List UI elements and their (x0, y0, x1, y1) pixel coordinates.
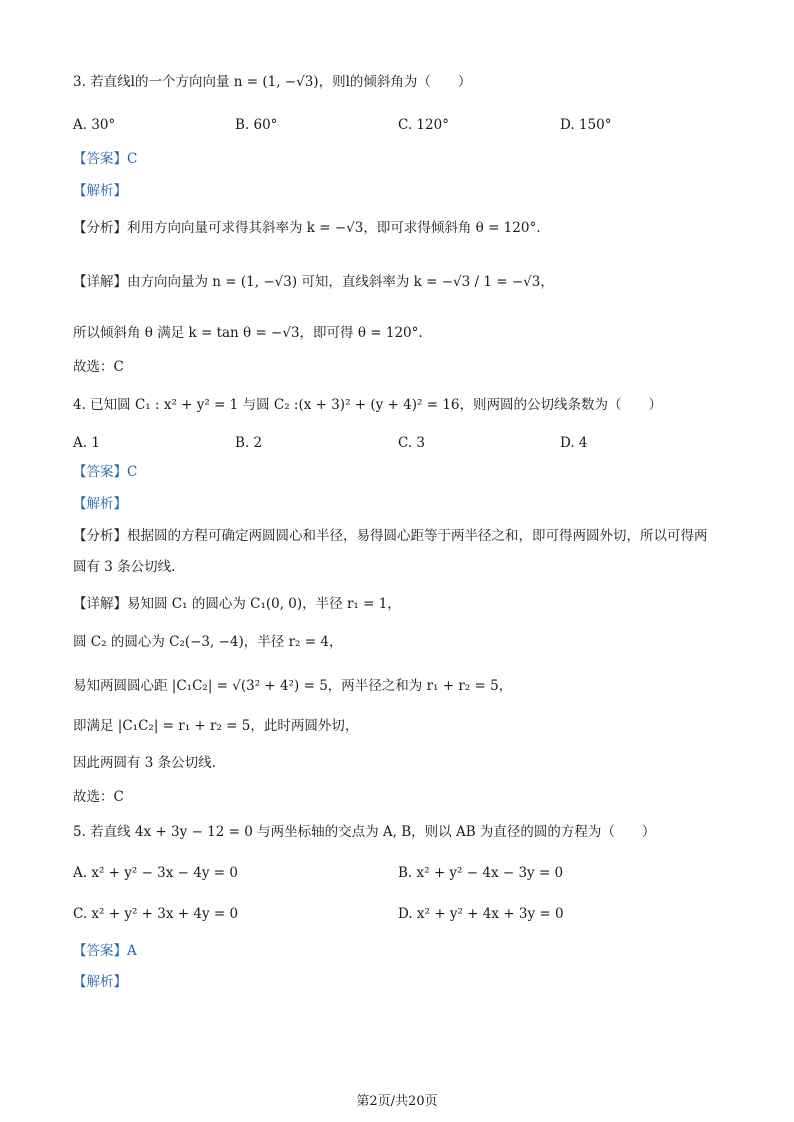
q3-analysis-tag: 【解析】 (73, 183, 127, 199)
q5-answer: 【答案】A (73, 943, 137, 959)
q4-fenxi-line1: 【分析】根据圆的方程可确定两圆圆心和半径，易得圆心距等于两半径之和，即可得两圆外切，所以可得两 (73, 528, 708, 544)
q4-detail-2: 圆 C₂ 的圆心为 C₂(−3, −4)，半径 r₂ = 4， (73, 634, 343, 650)
q4-detail-4: 即满足 |C₁C₂| = r₁ + r₂ = 5，此时两圆外切， (73, 718, 359, 734)
q3-line2: 所以倾斜角 θ 满足 k = tan θ = −√3，即可得 θ = 120°. (73, 325, 423, 341)
q3-option-c: C. 120° (398, 117, 449, 133)
q4-option-b: B. 2 (235, 435, 263, 451)
q5-option-a: A. x² + y² − 3x − 4y = 0 (73, 865, 238, 881)
q3-xiangjie: 【详解】由方向向量为 n = (1, −√3) 可知，直线斜率为 k = −√3 / 1 = −√3， (73, 274, 554, 290)
q3-choice: 故选：C (73, 359, 124, 375)
q4-analysis-tag: 【解析】 (73, 496, 127, 512)
q5-option-d: D. x² + y² + 4x + 3y = 0 (398, 906, 564, 922)
q3-answer: 【答案】C (73, 151, 138, 167)
q5-stem: 5. 若直线 4x + 3y − 12 = 0 与两坐标轴的交点为 A, B，则以 AB 为直径的圆的方程为（ ） (73, 824, 656, 840)
q3-option-a: A. 30° (73, 117, 116, 133)
page-footer: 第2页/共20页 (356, 1094, 438, 1109)
q4-stem: 4. 已知圆 C₁ : x² + y² = 1 与圆 C₂ :(x + 3)² + (y + 4)² = 16，则两圆的公切线条数为（ ） (73, 397, 663, 413)
q4-fenxi-line2: 圆有 3 条公切线. (73, 559, 176, 575)
q5-option-c: C. x² + y² + 3x + 4y = 0 (73, 906, 239, 922)
q5-option-b: B. x² + y² − 4x − 3y = 0 (398, 865, 564, 881)
q4-option-c: C. 3 (398, 435, 426, 451)
q5-analysis-tag: 【解析】 (73, 974, 127, 990)
q3-stem: 3. 若直线l的一个方向向量 n = (1, −√3)，则l的倾斜角为（ ） (73, 74, 472, 90)
q3-fenxi: 【分析】利用方向向量可求得其斜率为 k = −√3，即可求得倾斜角 θ = 120°. (73, 220, 541, 236)
q4-option-a: A. 1 (73, 435, 100, 451)
q4-option-d: D. 4 (560, 435, 588, 451)
q4-detail-1: 【详解】易知圆 C₁ 的圆心为 C₁(0, 0)，半径 r₁ = 1， (73, 596, 401, 612)
q4-choice: 故选：C (73, 789, 124, 805)
q4-detail-3: 易知两圆圆心距 |C₁C₂| = √(3² + 4²) = 5，两半径之和为 r₁ + r₂ = 5， (73, 678, 513, 694)
q3-option-b: B. 60° (235, 117, 278, 133)
q4-detail-5: 因此两圆有 3 条公切线. (73, 755, 216, 771)
q4-answer: 【答案】C (73, 464, 138, 480)
q3-option-d: D. 150° (560, 117, 612, 133)
